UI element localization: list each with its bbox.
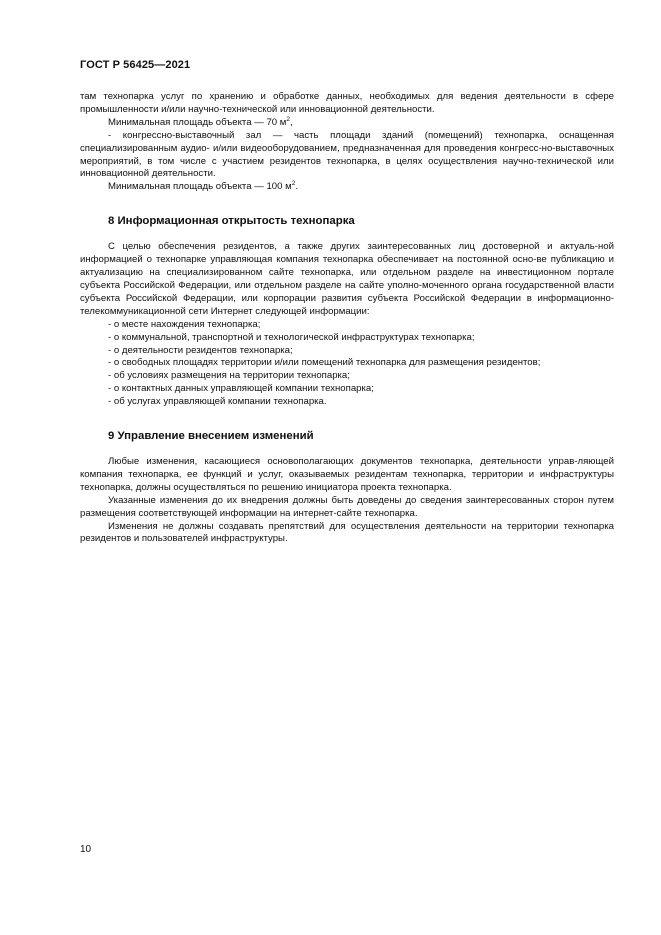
section-9-paragraph: Изменения не должны создавать препятствий для осуществления деятельности на территории технопарка резидентов и пользователей инфраструктуры. (80, 520, 614, 545)
list-item: - о свободных площадях территории и/или помещений технопарка для размещения резидентов; (108, 357, 541, 369)
section-9-paragraph: Указанные изменения до их внедрения должны быть доведены до сведения заинтересованных сторон путем размещения соответствующей информации на интернет-сайте технопарка. (80, 494, 614, 519)
list-item: - об услугах управляющей компании технопарка. (108, 396, 327, 408)
min-area-70-tail: , (290, 116, 293, 128)
list-item: - о деятельности резидентов технопарка; (108, 344, 293, 356)
list-item: - о коммунальной, транспортной и технологической инфраструктурах технопарка; (108, 331, 475, 343)
section-9-title: 9 Управление внесением изменений (108, 430, 314, 443)
section-8-intro: С целью обеспечения резидентов, а также других заинтересованных лиц достоверной и актуаль-ной информацией о технопарке управляющая компания технопарка обеспечивает на постоянной осно-ве публикацию и актуализацию на специализированном сайте технопарка, или отдельном разделе на инвестиционном портале субъекта Российской Федерации, или отдельном разделе на сайте уполно-моченного органа государственной власти субъекта Российской Федерации, или корпорации развития субъекта Российской Федерации в информационно-телекоммуникационной сети Интернет следующей информации: (80, 241, 614, 317)
paragraph-continuation: там технопарка услуг по хранению и обработке данных, необходимых для ведения деятельности в сфере промышленности и/или научно-технической или инновационной деятельности. (80, 91, 614, 115)
min-area-70-text: Минимальная площадь объекта — 70 м (108, 116, 287, 128)
min-area-100-text: Минимальная площадь объекта — 100 м (108, 181, 292, 193)
section-8-title: 8 Информационная открытость технопарка (108, 215, 355, 228)
min-area-100 (80, 181, 614, 194)
section-8-list (80, 319, 614, 409)
document-header: ГОСТ Р 56425—2021 (80, 59, 191, 71)
list-item: - о контактных данных управляющей компании технопарка; (108, 383, 374, 395)
min-area-70-sup: 2 (286, 115, 291, 123)
list-item: - об условиях размещения на территории технопарка; (108, 370, 350, 382)
section-9-paragraph: Любые изменения, касающиеся основополагающих документов технопарка, деятельности управ-ляющей компания технопарка, ее функций и услуг, оказываемых резидентам технопарка, территории и инфраструктуры технопарка, должны осуществляться по решению инициатора проекта технопарка. (80, 456, 614, 493)
list-item: - о месте нахождения технопарка; (108, 318, 261, 330)
min-area-100-tail: . (295, 181, 299, 193)
paragraph-congress-hall: - конгрессно-выставочный зал — часть площади зданий (помещений) технопарка, оснащенная специализированным аудио- и/или видеооборудованием, предназначенная для проведения конгресс-но-выставочных мероприятий, в том числе с участием резидентов технопарка, в целях осуществления научно-технической или инновационной деятельности. (80, 129, 614, 180)
page-number: 10 (80, 844, 92, 855)
min-area-70 (80, 117, 614, 130)
min-area-100-sup: 2 (291, 180, 296, 188)
page-content (80, 91, 614, 546)
